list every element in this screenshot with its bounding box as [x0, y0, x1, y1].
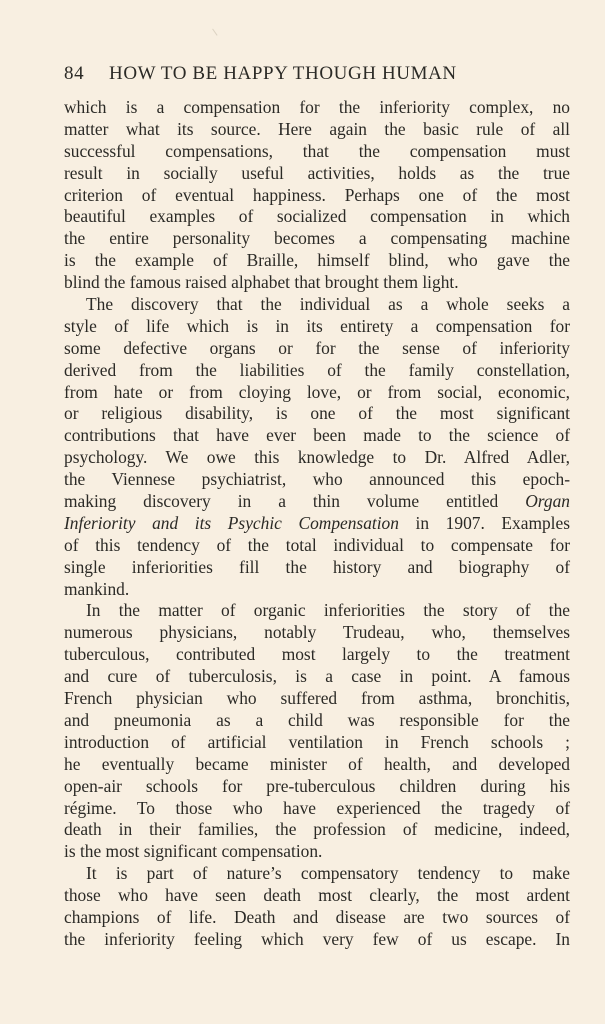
text-line: champions of life. Death and disease are two sources of — [64, 906, 570, 927]
text-line: It is part of nature’s compensatory tendency to make — [86, 863, 570, 884]
text-line: which is a compensation for the inferiority complex, no — [64, 97, 570, 117]
text-line: he eventually became minister of health, and developed — [64, 753, 570, 774]
page-number: 84 — [64, 63, 85, 84]
text-line: The discovery that the individual as a whole seeks a — [86, 294, 570, 315]
text-line: In the matter of organic inferiorities the story of the — [86, 600, 570, 621]
text-line: from hate or from cloying love, or from social, economic, — [64, 381, 570, 402]
text-line: is the most significant compensation. — [64, 841, 323, 862]
text-line: the Viennese psychiatrist, who announced this epoch- — [64, 469, 570, 490]
text-line: tuberculous, contributed most largely to the treatment — [64, 644, 570, 665]
text-line: criterion of eventual happiness. Perhaps one of the most — [64, 184, 570, 205]
text-line: matter what its source. Here again the basic rule of all — [64, 118, 570, 139]
text-line: and pneumonia as a child was responsible for the — [64, 709, 570, 730]
running-title: HOW TO BE HAPPY THOUGH HUMAN — [109, 63, 457, 84]
text-line: beautiful examples of socialized compensation in which — [64, 206, 570, 227]
text-line: result in socially useful activities, holds as the true — [64, 162, 570, 183]
text-line: derived from the liabilities of the family constellation, — [64, 359, 570, 380]
text-line: the entire personality becomes a compensating machine — [64, 228, 570, 249]
text-line: style of life which is in its entirety a compensation for — [64, 315, 570, 336]
text-line-with-title — [64, 513, 570, 535]
text-line: some defective organs or for the sense of inferiority — [64, 337, 570, 358]
text-line: régime. To those who have experienced the tragedy of — [64, 797, 570, 818]
text-line: numerous physicians, notably Trudeau, who, themselves — [64, 622, 570, 643]
text-line: blind the famous raised alphabet that brought them light. — [64, 272, 459, 293]
text-line: successful compensations, that the compensation must — [64, 140, 570, 161]
text-line: single inferiorities fill the history and biography of — [64, 556, 570, 577]
stray-mark — [212, 26, 221, 35]
italic-book-title: Inferiority and its Psychic Compensation — [64, 512, 399, 533]
text-line: open-air schools for pre-tuberculous children during his — [64, 775, 570, 796]
text-line: death in their families, the profession of medicine, indeed, — [64, 819, 570, 840]
text-line: or religious disability, is one of the most significant — [64, 403, 570, 424]
text-line: psychology. We owe this knowledge to Dr. Alfred Adler, — [64, 447, 570, 468]
text-line: introduction of artificial ventilation in French schools ; — [64, 731, 570, 752]
text-line: the inferiority feeling which very few of us escape. In — [64, 928, 570, 949]
text-line: of this tendency of the total individual to compensate for — [64, 534, 570, 555]
text-line: mankind. — [64, 578, 130, 599]
text-line: is the example of Braille, himself blind, who gave the — [64, 250, 570, 271]
body-text — [64, 97, 570, 951]
text-line: and cure of tuberculosis, is a case in point. A famous — [64, 666, 570, 687]
text-line: contributions that have ever been made to the science of — [64, 425, 570, 446]
text-line: those who have seen death most clearly, the most ardent — [64, 885, 570, 906]
text-fragment: in 1907. Examples — [398, 512, 570, 533]
italic-book-title: Organ — [525, 491, 570, 512]
text-line: French physician who suffered from asthma, bronchitis, — [64, 688, 570, 709]
text-fragment: making discovery in a thin volume entitled — [64, 491, 499, 512]
text-line-with-title — [64, 491, 570, 513]
running-head — [64, 63, 564, 91]
